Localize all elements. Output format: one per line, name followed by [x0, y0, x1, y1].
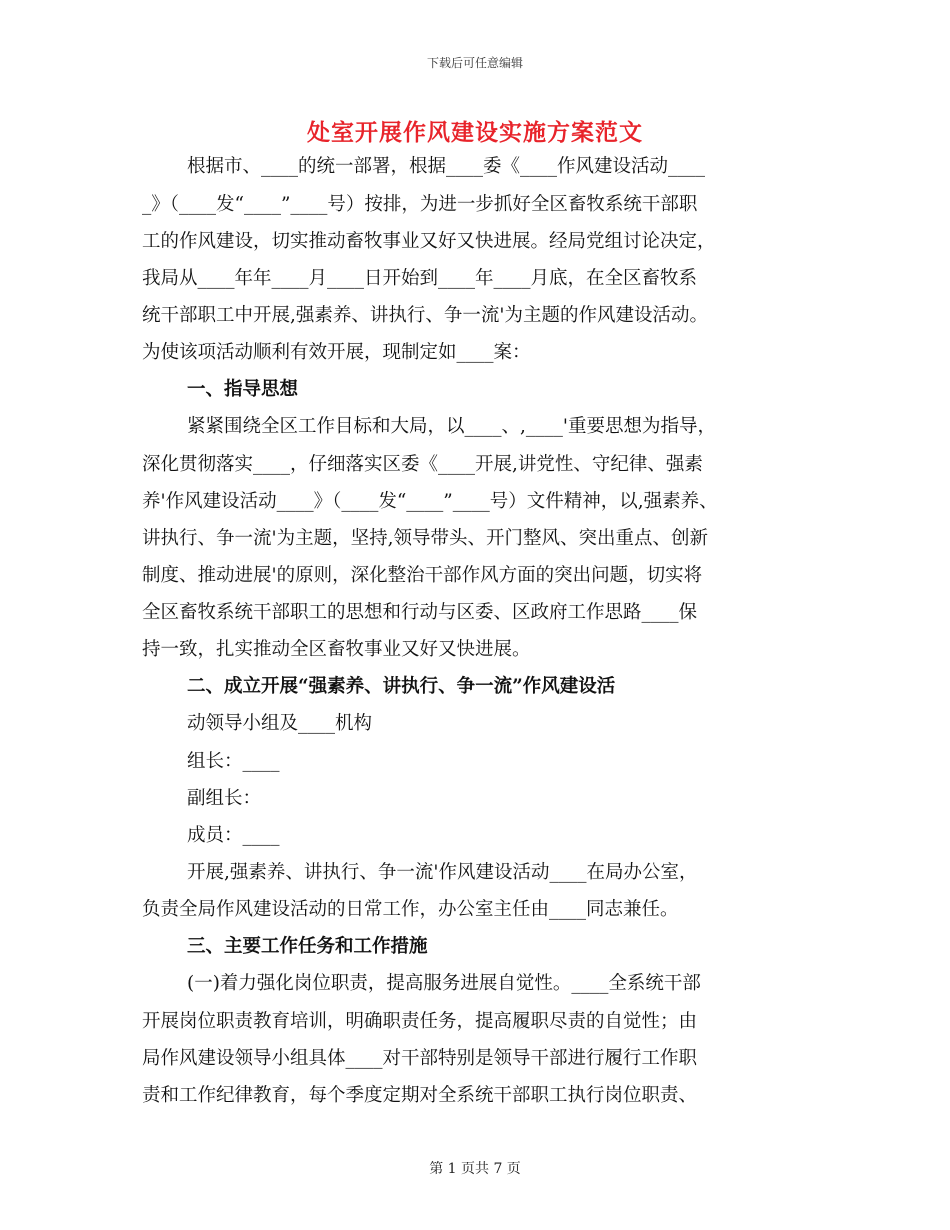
body-line: 持一致，扎实推动全区畜牧事业又好又快进展。: [142, 639, 531, 660]
body-line: 我局从____年年____月____日开始到____年____月底，在全区畜牧系: [142, 268, 698, 289]
body-line: 责和工作纪律教育，每个季度定期对全系统干部职工执行岗位职责、: [142, 1085, 698, 1106]
body-line: 工的作风建设，切实推动畜牧事业又好又快进展。经局党组讨论决定，: [142, 231, 716, 252]
body-line: 养'作风建设活动____》（____发“____”____号）文件精神，以,强素养、: [142, 491, 718, 512]
page-header: 下载后可任意编辑: [426, 56, 523, 70]
body-line: 局作风建设领导小组具体____对干部特别是领导干部进行履行工作职: [142, 1048, 698, 1069]
document-title: 处室开展作风建设实施方案范文: [307, 119, 643, 146]
body-line: 为使该项活动顺利有效开展，现制定如____案：: [142, 342, 531, 363]
section-heading: 二、成立开展“强素养、讲执行、争一流”作风建设活: [187, 676, 616, 697]
body-line: 统干部职工中开展,强素养、讲执行、争一流'为主题的作风建设活动。: [142, 305, 708, 326]
body-line: 负责全局作风建设活动的日常工作，办公室主任由____同志兼任。: [142, 899, 679, 920]
body-line: 根据市、____的统一部署，根据____委《____作风建设活动____: [187, 156, 706, 177]
body-line: 全区畜牧系统干部职工的思想和行动与区委、区政府工作思路____保: [142, 602, 698, 623]
body-line: (一)着力强化岗位职责，提高服务进展自觉性。____全系统干部: [187, 973, 701, 994]
body-line: 副组长：: [187, 788, 262, 809]
page-footer: 第 1 页共 7 页: [429, 1161, 521, 1177]
body-line: 动领导小组及____机构: [187, 713, 373, 734]
body-line: 讲执行、争一流'为主题，坚持,领导带头、开门整风、突出重点、创新: [142, 528, 708, 549]
body-line: 制度、推动进展'的原则，深化整治干部作风方面的突出问题，切实将: [142, 565, 703, 586]
body-line: 组长：____: [187, 751, 280, 772]
body-line: 成员：____: [187, 825, 280, 846]
section-heading: 三、主要工作任务和工作措施: [187, 936, 428, 957]
body-line: _》（____发“____”____号）按排，为进一步抓好全区畜牧系统干部职: [142, 194, 698, 215]
section-heading: 一、指导思想: [187, 379, 299, 400]
body-line: 深化贯彻落实____，仔细落实区委《____开展,讲党性、守纪律、强素: [142, 454, 703, 475]
body-line: 开展岗位职责教育培训，明确职责任务，提高履职尽责的自觉性；由: [142, 1011, 698, 1032]
body-line: 开展,强素养、讲执行、争一流'作风建设活动____在局办公室，: [187, 862, 698, 883]
body-line: 紧紧围绕全区工作目标和大局，以____、,____'重要思想为指导，: [187, 416, 716, 437]
